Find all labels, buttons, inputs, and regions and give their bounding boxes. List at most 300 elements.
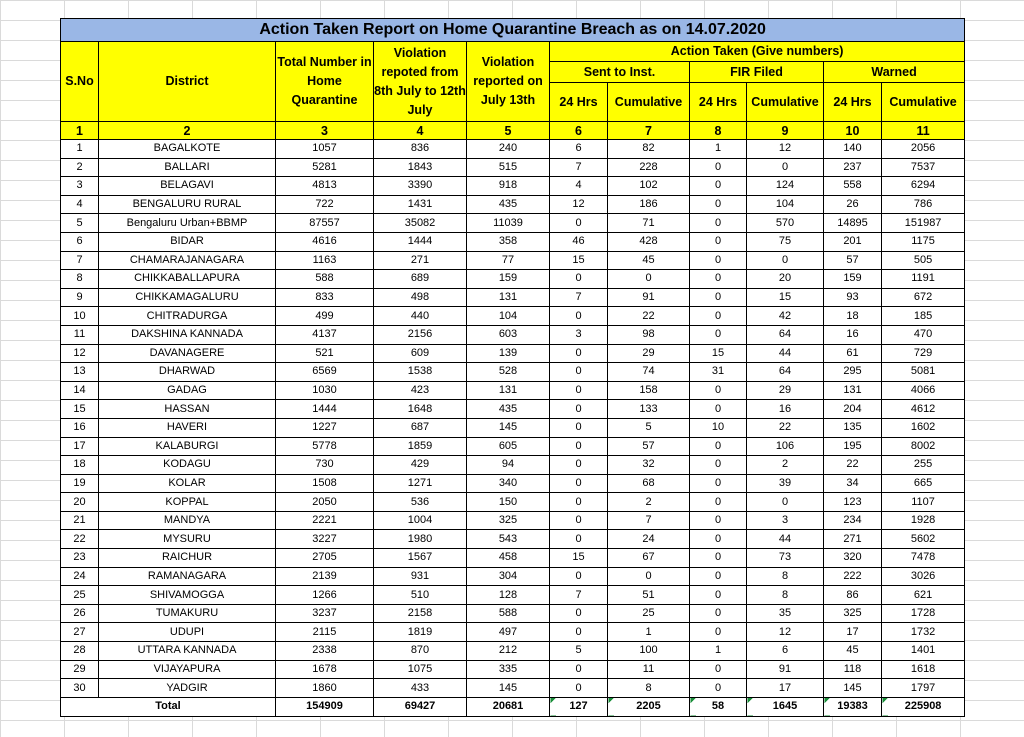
table-cell[interactable]: 588 xyxy=(467,604,550,623)
table-cell[interactable]: 7 xyxy=(550,586,608,605)
header-fir-filed[interactable]: FIR Filed xyxy=(690,62,824,83)
column-number-cell[interactable]: 4 xyxy=(374,122,467,140)
table-cell[interactable]: 515 xyxy=(467,158,550,177)
table-cell[interactable]: 1980 xyxy=(374,530,467,549)
table-cell[interactable]: 1 xyxy=(61,140,99,159)
table-cell[interactable]: 10 xyxy=(61,307,99,326)
table-cell[interactable]: 1227 xyxy=(276,418,374,437)
table-cell[interactable]: 91 xyxy=(608,288,690,307)
table-cell[interactable]: 23 xyxy=(61,549,99,568)
district-name-cell[interactable]: CHAMARAJANAGARA xyxy=(99,251,276,270)
district-name-cell[interactable]: CHIKKABALLAPURA xyxy=(99,270,276,289)
table-cell[interactable]: 570 xyxy=(747,214,824,233)
table-cell[interactable]: 0 xyxy=(690,232,747,251)
table-cell[interactable]: 4137 xyxy=(276,325,374,344)
table-cell[interactable]: 5081 xyxy=(882,363,965,382)
column-number-cell[interactable]: 6 xyxy=(550,122,608,140)
table-cell[interactable]: 1618 xyxy=(882,660,965,679)
table-cell[interactable]: 0 xyxy=(550,381,608,400)
column-number-cell[interactable]: 1 xyxy=(61,122,99,140)
table-cell[interactable]: 140 xyxy=(824,140,882,159)
column-number-cell[interactable]: 7 xyxy=(608,122,690,140)
table-cell[interactable]: 1431 xyxy=(374,195,467,214)
table-cell[interactable]: 4066 xyxy=(882,381,965,400)
table-cell[interactable]: 2 xyxy=(608,493,690,512)
table-cell[interactable]: 1444 xyxy=(276,400,374,419)
table-cell[interactable]: 204 xyxy=(824,400,882,419)
table-cell[interactable]: 429 xyxy=(374,456,467,475)
table-cell[interactable]: 0 xyxy=(550,456,608,475)
table-cell[interactable]: 4616 xyxy=(276,232,374,251)
table-cell[interactable]: 32 xyxy=(608,456,690,475)
table-cell[interactable]: 558 xyxy=(824,177,882,196)
table-cell[interactable]: 0 xyxy=(690,511,747,530)
district-name-cell[interactable]: DAVANAGERE xyxy=(99,344,276,363)
table-cell[interactable]: 0 xyxy=(690,437,747,456)
table-cell[interactable]: 6 xyxy=(61,232,99,251)
table-cell[interactable]: 20 xyxy=(61,493,99,512)
table-cell[interactable]: 1567 xyxy=(374,549,467,568)
table-cell[interactable]: 918 xyxy=(467,177,550,196)
table-cell[interactable]: 12 xyxy=(747,140,824,159)
table-cell[interactable]: 28 xyxy=(61,642,99,661)
table-cell[interactable]: 0 xyxy=(550,214,608,233)
header-sent-24hrs[interactable]: 24 Hrs xyxy=(550,83,608,122)
column-number-cell[interactable]: 11 xyxy=(882,122,965,140)
table-cell[interactable]: 6 xyxy=(747,642,824,661)
table-cell[interactable]: 3026 xyxy=(882,567,965,586)
header-sent-to-inst[interactable]: Sent to Inst. xyxy=(550,62,690,83)
table-cell[interactable]: 0 xyxy=(690,456,747,475)
header-violation-8-12[interactable]: Violation repoted from 8th July to 12th July xyxy=(374,42,467,122)
table-cell[interactable]: 19 xyxy=(61,474,99,493)
table-cell[interactable]: 1271 xyxy=(374,474,467,493)
table-cell[interactable]: 158 xyxy=(608,381,690,400)
table-cell[interactable]: 2 xyxy=(61,158,99,177)
table-cell[interactable]: 505 xyxy=(882,251,965,270)
table-cell[interactable]: 51 xyxy=(608,586,690,605)
district-name-cell[interactable]: GADAG xyxy=(99,381,276,400)
header-action-taken[interactable]: Action Taken (Give numbers) xyxy=(550,42,965,62)
table-cell[interactable]: 521 xyxy=(276,344,374,363)
table-cell[interactable]: 100 xyxy=(608,642,690,661)
table-cell[interactable]: 588 xyxy=(276,270,374,289)
column-number-cell[interactable]: 3 xyxy=(276,122,374,140)
table-cell[interactable]: 73 xyxy=(747,549,824,568)
table-cell[interactable]: 6 xyxy=(550,140,608,159)
table-cell[interactable]: 0 xyxy=(690,493,747,512)
table-cell[interactable]: 2705 xyxy=(276,549,374,568)
table-cell[interactable]: 12 xyxy=(747,623,824,642)
table-cell[interactable]: 0 xyxy=(690,325,747,344)
table-cell[interactable]: 499 xyxy=(276,307,374,326)
table-cell[interactable]: 1 xyxy=(608,623,690,642)
district-name-cell[interactable]: BALLARI xyxy=(99,158,276,177)
table-cell[interactable]: 64 xyxy=(747,363,824,382)
table-cell[interactable]: 12 xyxy=(550,195,608,214)
table-cell[interactable]: 0 xyxy=(550,530,608,549)
district-name-cell[interactable]: YADGIR xyxy=(99,679,276,698)
table-cell[interactable]: 24 xyxy=(608,530,690,549)
table-cell[interactable]: 21 xyxy=(61,511,99,530)
table-cell[interactable]: 1678 xyxy=(276,660,374,679)
table-cell[interactable]: 1 xyxy=(690,642,747,661)
total-value-cell[interactable]: 2205 xyxy=(608,697,690,716)
table-cell[interactable]: 195 xyxy=(824,437,882,456)
total-value-cell[interactable]: 154909 xyxy=(276,697,374,716)
table-cell[interactable]: 18 xyxy=(824,307,882,326)
table-cell[interactable]: 75 xyxy=(747,232,824,251)
table-cell[interactable]: 20 xyxy=(747,270,824,289)
column-number-cell[interactable]: 8 xyxy=(690,122,747,140)
table-cell[interactable]: 0 xyxy=(690,288,747,307)
table-cell[interactable]: 2221 xyxy=(276,511,374,530)
total-label[interactable]: Total xyxy=(61,697,276,716)
table-cell[interactable]: 0 xyxy=(690,549,747,568)
table-cell[interactable]: 0 xyxy=(550,344,608,363)
table-cell[interactable]: 0 xyxy=(550,474,608,493)
table-cell[interactable]: 0 xyxy=(690,660,747,679)
table-cell[interactable]: 135 xyxy=(824,418,882,437)
district-name-cell[interactable]: MANDYA xyxy=(99,511,276,530)
table-cell[interactable]: 131 xyxy=(467,288,550,307)
table-cell[interactable]: 729 xyxy=(882,344,965,363)
table-cell[interactable]: 528 xyxy=(467,363,550,382)
table-cell[interactable]: 0 xyxy=(690,679,747,698)
table-cell[interactable]: 29 xyxy=(608,344,690,363)
table-cell[interactable]: 82 xyxy=(608,140,690,159)
total-value-cell[interactable]: 20681 xyxy=(467,697,550,716)
table-cell[interactable]: 106 xyxy=(747,437,824,456)
table-cell[interactable]: 145 xyxy=(824,679,882,698)
table-cell[interactable]: 17 xyxy=(61,437,99,456)
column-number-cell[interactable]: 2 xyxy=(99,122,276,140)
table-cell[interactable]: 77 xyxy=(467,251,550,270)
table-cell[interactable]: 687 xyxy=(374,418,467,437)
table-cell[interactable]: 22 xyxy=(608,307,690,326)
table-cell[interactable]: 133 xyxy=(608,400,690,419)
table-cell[interactable]: 25 xyxy=(608,604,690,623)
table-cell[interactable]: 0 xyxy=(690,307,747,326)
table-cell[interactable]: 255 xyxy=(882,456,965,475)
table-cell[interactable]: 26 xyxy=(824,195,882,214)
table-cell[interactable]: 64 xyxy=(747,325,824,344)
district-name-cell[interactable]: CHIKKAMAGALURU xyxy=(99,288,276,307)
total-value-cell[interactable]: 58 xyxy=(690,697,747,716)
column-number-cell[interactable]: 10 xyxy=(824,122,882,140)
table-cell[interactable]: 11 xyxy=(61,325,99,344)
table-cell[interactable]: 15 xyxy=(550,251,608,270)
table-cell[interactable]: 2056 xyxy=(882,140,965,159)
table-cell[interactable]: 870 xyxy=(374,642,467,661)
table-cell[interactable]: 17 xyxy=(747,679,824,698)
table-cell[interactable]: 428 xyxy=(608,232,690,251)
table-cell[interactable]: 5602 xyxy=(882,530,965,549)
table-cell[interactable]: 16 xyxy=(824,325,882,344)
table-cell[interactable]: 31 xyxy=(690,363,747,382)
table-cell[interactable]: 603 xyxy=(467,325,550,344)
table-cell[interactable]: 1030 xyxy=(276,381,374,400)
table-cell[interactable]: 1401 xyxy=(882,642,965,661)
table-cell[interactable]: 26 xyxy=(61,604,99,623)
table-cell[interactable]: 5 xyxy=(550,642,608,661)
table-cell[interactable]: 0 xyxy=(690,400,747,419)
table-cell[interactable]: 0 xyxy=(690,530,747,549)
table-cell[interactable]: 6294 xyxy=(882,177,965,196)
table-cell[interactable]: 13 xyxy=(61,363,99,382)
table-cell[interactable]: 5 xyxy=(608,418,690,437)
table-cell[interactable]: 4 xyxy=(61,195,99,214)
header-total-quarantine[interactable]: Total Number in Home Quarantine xyxy=(276,42,374,122)
table-cell[interactable]: 1728 xyxy=(882,604,965,623)
table-cell[interactable]: 605 xyxy=(467,437,550,456)
table-cell[interactable]: 423 xyxy=(374,381,467,400)
table-cell[interactable]: 35082 xyxy=(374,214,467,233)
table-cell[interactable]: 0 xyxy=(690,214,747,233)
table-cell[interactable]: 159 xyxy=(467,270,550,289)
table-cell[interactable]: 71 xyxy=(608,214,690,233)
table-cell[interactable]: 237 xyxy=(824,158,882,177)
table-cell[interactable]: 8 xyxy=(747,586,824,605)
district-name-cell[interactable]: UDUPI xyxy=(99,623,276,642)
district-name-cell[interactable]: BELAGAVI xyxy=(99,177,276,196)
table-cell[interactable]: 0 xyxy=(550,623,608,642)
table-cell[interactable]: 87557 xyxy=(276,214,374,233)
table-cell[interactable]: 1860 xyxy=(276,679,374,698)
table-cell[interactable]: 0 xyxy=(550,363,608,382)
table-cell[interactable]: 10 xyxy=(690,418,747,437)
table-cell[interactable]: 1602 xyxy=(882,418,965,437)
district-name-cell[interactable]: BENGALURU RURAL xyxy=(99,195,276,214)
district-name-cell[interactable]: CHITRADURGA xyxy=(99,307,276,326)
table-cell[interactable]: 3 xyxy=(61,177,99,196)
table-cell[interactable]: 295 xyxy=(824,363,882,382)
district-name-cell[interactable]: KODAGU xyxy=(99,456,276,475)
table-cell[interactable]: 4813 xyxy=(276,177,374,196)
table-cell[interactable]: 689 xyxy=(374,270,467,289)
table-cell[interactable]: 3390 xyxy=(374,177,467,196)
table-cell[interactable]: 185 xyxy=(882,307,965,326)
table-cell[interactable]: 16 xyxy=(61,418,99,437)
table-cell[interactable]: 0 xyxy=(550,679,608,698)
table-cell[interactable]: 4 xyxy=(550,177,608,196)
header-sent-cumulative[interactable]: Cumulative xyxy=(608,83,690,122)
table-cell[interactable]: 9 xyxy=(61,288,99,307)
table-cell[interactable]: 0 xyxy=(690,474,747,493)
table-cell[interactable]: 3 xyxy=(550,325,608,344)
table-cell[interactable]: 8 xyxy=(747,567,824,586)
table-cell[interactable]: 67 xyxy=(608,549,690,568)
table-cell[interactable]: 0 xyxy=(690,586,747,605)
table-cell[interactable]: 7 xyxy=(61,251,99,270)
header-warned-cumulative[interactable]: Cumulative xyxy=(882,83,965,122)
table-cell[interactable]: 159 xyxy=(824,270,882,289)
table-cell[interactable]: 118 xyxy=(824,660,882,679)
table-cell[interactable]: 510 xyxy=(374,586,467,605)
header-fir-24hrs[interactable]: 24 Hrs xyxy=(690,83,747,122)
district-name-cell[interactable]: KOLAR xyxy=(99,474,276,493)
table-cell[interactable]: 12 xyxy=(61,344,99,363)
table-cell[interactable]: 11 xyxy=(608,660,690,679)
table-cell[interactable]: 45 xyxy=(608,251,690,270)
table-cell[interactable]: 2115 xyxy=(276,623,374,642)
table-cell[interactable]: 74 xyxy=(608,363,690,382)
table-cell[interactable]: 29 xyxy=(747,381,824,400)
table-cell[interactable]: 0 xyxy=(690,567,747,586)
table-cell[interactable]: 240 xyxy=(467,140,550,159)
table-cell[interactable]: 7 xyxy=(608,511,690,530)
table-cell[interactable]: 1266 xyxy=(276,586,374,605)
table-cell[interactable]: 145 xyxy=(467,418,550,437)
table-cell[interactable]: 34 xyxy=(824,474,882,493)
table-cell[interactable]: 0 xyxy=(550,400,608,419)
table-cell[interactable]: 435 xyxy=(467,195,550,214)
table-cell[interactable]: 14 xyxy=(61,381,99,400)
table-cell[interactable]: 1191 xyxy=(882,270,965,289)
table-cell[interactable]: 0 xyxy=(608,270,690,289)
table-cell[interactable]: 201 xyxy=(824,232,882,251)
table-cell[interactable]: 0 xyxy=(550,660,608,679)
table-cell[interactable]: 435 xyxy=(467,400,550,419)
table-cell[interactable]: 5778 xyxy=(276,437,374,456)
table-cell[interactable]: 17 xyxy=(824,623,882,642)
header-district[interactable]: District xyxy=(99,42,276,122)
table-cell[interactable]: 131 xyxy=(824,381,882,400)
table-cell[interactable]: 2050 xyxy=(276,493,374,512)
table-cell[interactable]: 1057 xyxy=(276,140,374,159)
header-warned-24hrs[interactable]: 24 Hrs xyxy=(824,83,882,122)
table-cell[interactable]: 621 xyxy=(882,586,965,605)
table-cell[interactable]: 27 xyxy=(61,623,99,642)
table-cell[interactable]: 104 xyxy=(467,307,550,326)
table-cell[interactable]: 42 xyxy=(747,307,824,326)
table-cell[interactable]: 2156 xyxy=(374,325,467,344)
table-cell[interactable]: 325 xyxy=(467,511,550,530)
table-cell[interactable]: 0 xyxy=(690,177,747,196)
table-cell[interactable]: 44 xyxy=(747,530,824,549)
table-cell[interactable]: 93 xyxy=(824,288,882,307)
district-name-cell[interactable]: KOPPAL xyxy=(99,493,276,512)
table-cell[interactable]: 212 xyxy=(467,642,550,661)
district-name-cell[interactable]: MYSURU xyxy=(99,530,276,549)
district-name-cell[interactable]: RAMANAGARA xyxy=(99,567,276,586)
total-value-cell[interactable]: 127 xyxy=(550,697,608,716)
table-cell[interactable]: 672 xyxy=(882,288,965,307)
table-cell[interactable]: 57 xyxy=(824,251,882,270)
table-cell[interactable]: 0 xyxy=(690,270,747,289)
table-cell[interactable]: 234 xyxy=(824,511,882,530)
district-name-cell[interactable]: RAICHUR xyxy=(99,549,276,568)
table-cell[interactable]: 44 xyxy=(747,344,824,363)
table-cell[interactable]: 0 xyxy=(550,307,608,326)
table-cell[interactable]: 228 xyxy=(608,158,690,177)
table-cell[interactable]: 931 xyxy=(374,567,467,586)
table-cell[interactable]: 1819 xyxy=(374,623,467,642)
table-cell[interactable]: 18 xyxy=(61,456,99,475)
table-cell[interactable]: 94 xyxy=(467,456,550,475)
table-cell[interactable]: 0 xyxy=(550,270,608,289)
district-name-cell[interactable]: DHARWAD xyxy=(99,363,276,382)
total-value-cell[interactable]: 225908 xyxy=(882,697,965,716)
table-cell[interactable]: 1075 xyxy=(374,660,467,679)
table-cell[interactable]: 14895 xyxy=(824,214,882,233)
table-cell[interactable]: 665 xyxy=(882,474,965,493)
table-cell[interactable]: 8 xyxy=(608,679,690,698)
column-number-cell[interactable]: 9 xyxy=(747,122,824,140)
table-cell[interactable]: 271 xyxy=(824,530,882,549)
table-cell[interactable]: 39 xyxy=(747,474,824,493)
table-cell[interactable]: 124 xyxy=(747,177,824,196)
table-cell[interactable]: 0 xyxy=(690,381,747,400)
table-cell[interactable]: 0 xyxy=(550,567,608,586)
table-cell[interactable]: 0 xyxy=(690,623,747,642)
total-value-cell[interactable]: 69427 xyxy=(374,697,467,716)
table-cell[interactable]: 5 xyxy=(61,214,99,233)
table-cell[interactable]: 8002 xyxy=(882,437,965,456)
table-cell[interactable]: 1175 xyxy=(882,232,965,251)
table-cell[interactable]: 320 xyxy=(824,549,882,568)
table-cell[interactable]: 86 xyxy=(824,586,882,605)
table-cell[interactable]: 0 xyxy=(747,158,824,177)
district-name-cell[interactable]: VIJAYAPURA xyxy=(99,660,276,679)
table-cell[interactable]: 1538 xyxy=(374,363,467,382)
table-cell[interactable]: 335 xyxy=(467,660,550,679)
table-cell[interactable]: 1648 xyxy=(374,400,467,419)
table-cell[interactable]: 15 xyxy=(550,549,608,568)
table-cell[interactable]: 16 xyxy=(747,400,824,419)
table-cell[interactable]: 29 xyxy=(61,660,99,679)
table-cell[interactable]: 150 xyxy=(467,493,550,512)
table-cell[interactable]: 1 xyxy=(690,140,747,159)
table-cell[interactable]: 1004 xyxy=(374,511,467,530)
header-sno[interactable]: S.No xyxy=(61,42,99,122)
district-name-cell[interactable]: HASSAN xyxy=(99,400,276,419)
table-cell[interactable]: 786 xyxy=(882,195,965,214)
table-cell[interactable]: 68 xyxy=(608,474,690,493)
table-cell[interactable]: 91 xyxy=(747,660,824,679)
district-name-cell[interactable]: Bengaluru Urban+BBMP xyxy=(99,214,276,233)
column-number-cell[interactable]: 5 xyxy=(467,122,550,140)
table-cell[interactable]: 3227 xyxy=(276,530,374,549)
table-cell[interactable]: 543 xyxy=(467,530,550,549)
table-cell[interactable]: 1928 xyxy=(882,511,965,530)
table-cell[interactable]: 98 xyxy=(608,325,690,344)
table-cell[interactable]: 1508 xyxy=(276,474,374,493)
table-cell[interactable]: 1843 xyxy=(374,158,467,177)
table-cell[interactable]: 358 xyxy=(467,232,550,251)
district-name-cell[interactable]: DAKSHINA KANNADA xyxy=(99,325,276,344)
table-cell[interactable]: 6569 xyxy=(276,363,374,382)
table-cell[interactable]: 730 xyxy=(276,456,374,475)
table-cell[interactable]: 1444 xyxy=(374,232,467,251)
table-cell[interactable]: 0 xyxy=(608,567,690,586)
table-cell[interactable]: 0 xyxy=(747,493,824,512)
district-name-cell[interactable]: KALABURGI xyxy=(99,437,276,456)
district-name-cell[interactable]: UTTARA KANNADA xyxy=(99,642,276,661)
table-cell[interactable]: 22 xyxy=(747,418,824,437)
table-cell[interactable]: 440 xyxy=(374,307,467,326)
table-cell[interactable]: 151987 xyxy=(882,214,965,233)
table-cell[interactable]: 131 xyxy=(467,381,550,400)
table-cell[interactable]: 46 xyxy=(550,232,608,251)
table-cell[interactable]: 340 xyxy=(467,474,550,493)
table-cell[interactable]: 128 xyxy=(467,586,550,605)
table-cell[interactable]: 0 xyxy=(690,604,747,623)
table-cell[interactable]: 497 xyxy=(467,623,550,642)
table-cell[interactable]: 139 xyxy=(467,344,550,363)
table-cell[interactable]: 15 xyxy=(61,400,99,419)
table-cell[interactable]: 30 xyxy=(61,679,99,698)
